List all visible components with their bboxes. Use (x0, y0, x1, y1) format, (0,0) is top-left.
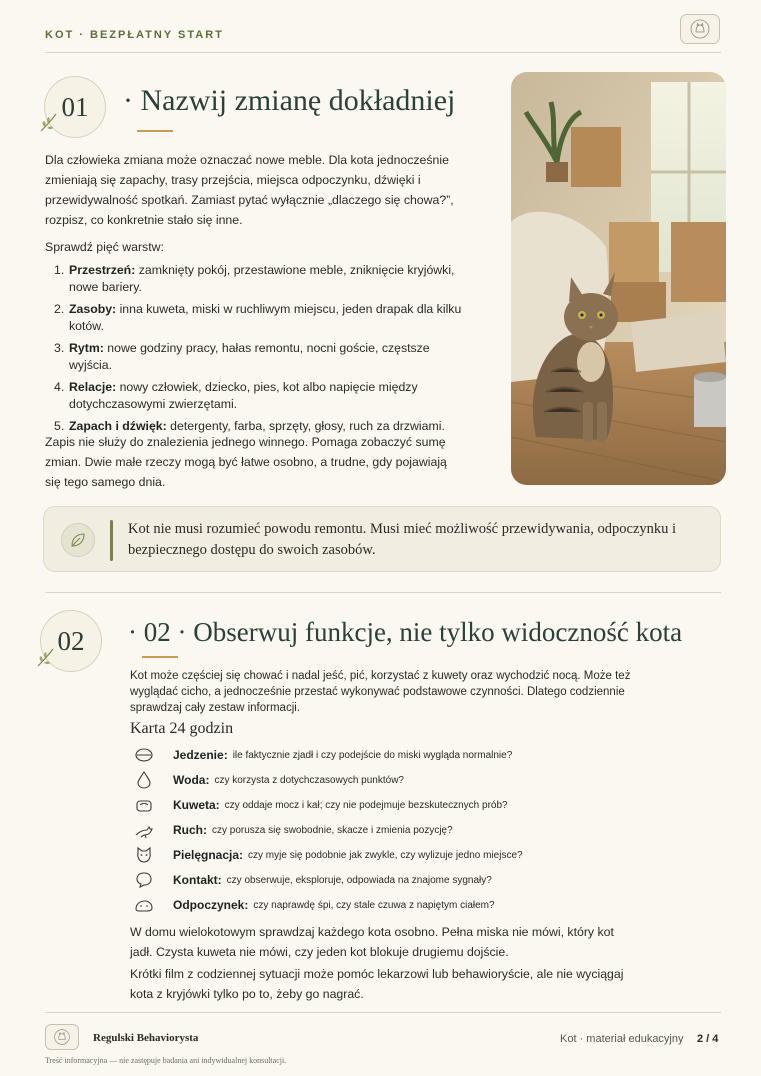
section-2-intro: Kot może częściej się chować i nadal jeść, pić, korzystać z kuwety oraz wychodzić nocą. Może też wyglądać cicho, a jednocześnie przestać wykonywać podstawowe czynności. Dlatego codziennie sprawdzaj cały zestaw informacji. (130, 670, 631, 714)
section-2-para-2: Krótki film z codziennej sytuacji może pomóc lekarzowi lub behawioryście, ale nie wyciągaj kota z kryjówki tylko po to, żeby go nagrać. (130, 967, 624, 1001)
footer-disclaimer: Treść informacyjna — nie zastępuje badania ani indywidualnej konsultacji. (45, 1056, 287, 1065)
checklist-item-contact: Kontakt: czy obserwuje, eksploruje, odpowiada na znajome sygnały? (133, 869, 492, 891)
header-divider (45, 52, 721, 53)
footer-center-text: Kot · materiał edukacyjny (560, 1033, 684, 1045)
section-number-02: 02 (40, 610, 102, 672)
water-drop-icon (134, 770, 154, 790)
footer-divider (45, 1012, 721, 1013)
header-label: KOT · BEZPŁATNY START (45, 29, 224, 41)
checklist-item-litter: Kuweta: czy oddaje mocz i kał; czy nie podejmuje bezskutecznych prób? (133, 794, 508, 816)
checklist-item-movement: Ruch: czy porusza się swobodnie, skacze i zmienia pozycję? (133, 819, 453, 841)
brand-logo (680, 14, 720, 44)
title-underline (142, 656, 178, 658)
cat-face-icon (134, 845, 154, 865)
callout-accent-bar (110, 520, 113, 561)
footer-brand: Regulski Behaviorysta (93, 1032, 199, 1044)
sleeping-cat-icon (134, 895, 154, 915)
bowl-icon (134, 745, 154, 765)
cat-moving-icon (134, 820, 154, 840)
card-title: Karta 24 godzin (130, 720, 234, 737)
section-1-outro: Zapis nie służy do znalezienia jednego winnego. Pomaga zobaczyć sumę zmian. Dwie małe rzeczy mogą być łatwe osobno, a trudne, gdy pojawiają się tego samego dnia. (45, 435, 447, 489)
callout-box (43, 506, 721, 572)
layers-intro: Sprawdź pięć warstw: (45, 240, 164, 254)
checklist-item-food: Jedzenie: ile faktycznie zjadł i czy podejście do miski wygląda normalnie? (133, 744, 512, 766)
footer-logo (45, 1024, 79, 1050)
checklist-item-rest: Odpoczynek: czy naprawdę śpi, czy stale czuwa z napiętym ciałem? (133, 894, 495, 916)
litter-box-icon (134, 795, 154, 815)
section-1-intro: Dla człowieka zmiana może oznaczać nowe meble. Dla kota jednocześnie zmieniają się zapachy, trasy przejścia, miejsca odpoczynku, dźwięki i przewidywalność spotkań. Zamiast pytać wyłącznie „dlaczego się chowa?”, rozpisz, co konkretnie stało się inne. (45, 153, 454, 227)
page-number: 2 / 4 (697, 1033, 719, 1045)
cat-logo-icon (53, 1028, 71, 1046)
list-item: 3. Rytm: nowe godziny pracy, hałas remontu, nocni goście, częstsze wyjścia. (54, 341, 430, 372)
section-1-title: · Nazwij zmianę dokładniej (123, 84, 456, 117)
leaf-sprig-icon (35, 645, 59, 669)
section-divider (45, 592, 721, 593)
list-item: 5. Zapach i dźwięk: detergenty, farba, sprzęty, głosy, ruch za drzwiami. (54, 419, 445, 433)
leaf-badge (61, 523, 95, 557)
checklist-item-grooming: Pielęgnacja: czy myje się podobnie jak zwykle, czy wylizuje jedno miejsce? (133, 844, 523, 866)
title-underline (137, 130, 173, 132)
cat-logo-icon (689, 18, 711, 40)
callout-text: Kot nie musi rozumieć powodu remontu. Musi mieć możliwość przewidywania, odpoczynku i bezpiecznego dostępu do swoich zasobów. (128, 521, 677, 558)
leaf-sprig-icon (38, 110, 62, 134)
illustration-image (511, 72, 726, 485)
list-item: 4. Relacje: nowy człowiek, dziecko, pies, kot albo napięcie między dotychczasowymi zwierzętami. (54, 380, 418, 411)
cat-in-room-illustration (511, 72, 726, 485)
section-2-title: · 02 · Obserwuj funkcje, nie tylko widoczność kota (128, 617, 683, 647)
section-2-para-1: W domu wielokotowym sprawdzaj każdego kota osobno. Pełna miska nie mówi, który kot jadł. Czysta kuweta nie mówi, czy jeden kot blokuje drugiemu dojście. (130, 925, 614, 959)
section-number-01: 01 (44, 76, 106, 138)
list-item: 2. Zasoby: inna kuweta, miski w ruchliwym miejscu, jeden drapak dla kilku kotów. (54, 302, 462, 333)
layers-list (54, 262, 474, 440)
speech-bubble-icon (134, 870, 154, 890)
list-item: 1. Przestrzeń: zamknięty pokój, przestawione meble, zniknięcie kryjówki, nowe bariery. (54, 263, 455, 294)
checklist-item-water: Woda: czy korzysta z dotychczasowych punktów? (133, 769, 404, 791)
leaf-icon (69, 531, 87, 549)
